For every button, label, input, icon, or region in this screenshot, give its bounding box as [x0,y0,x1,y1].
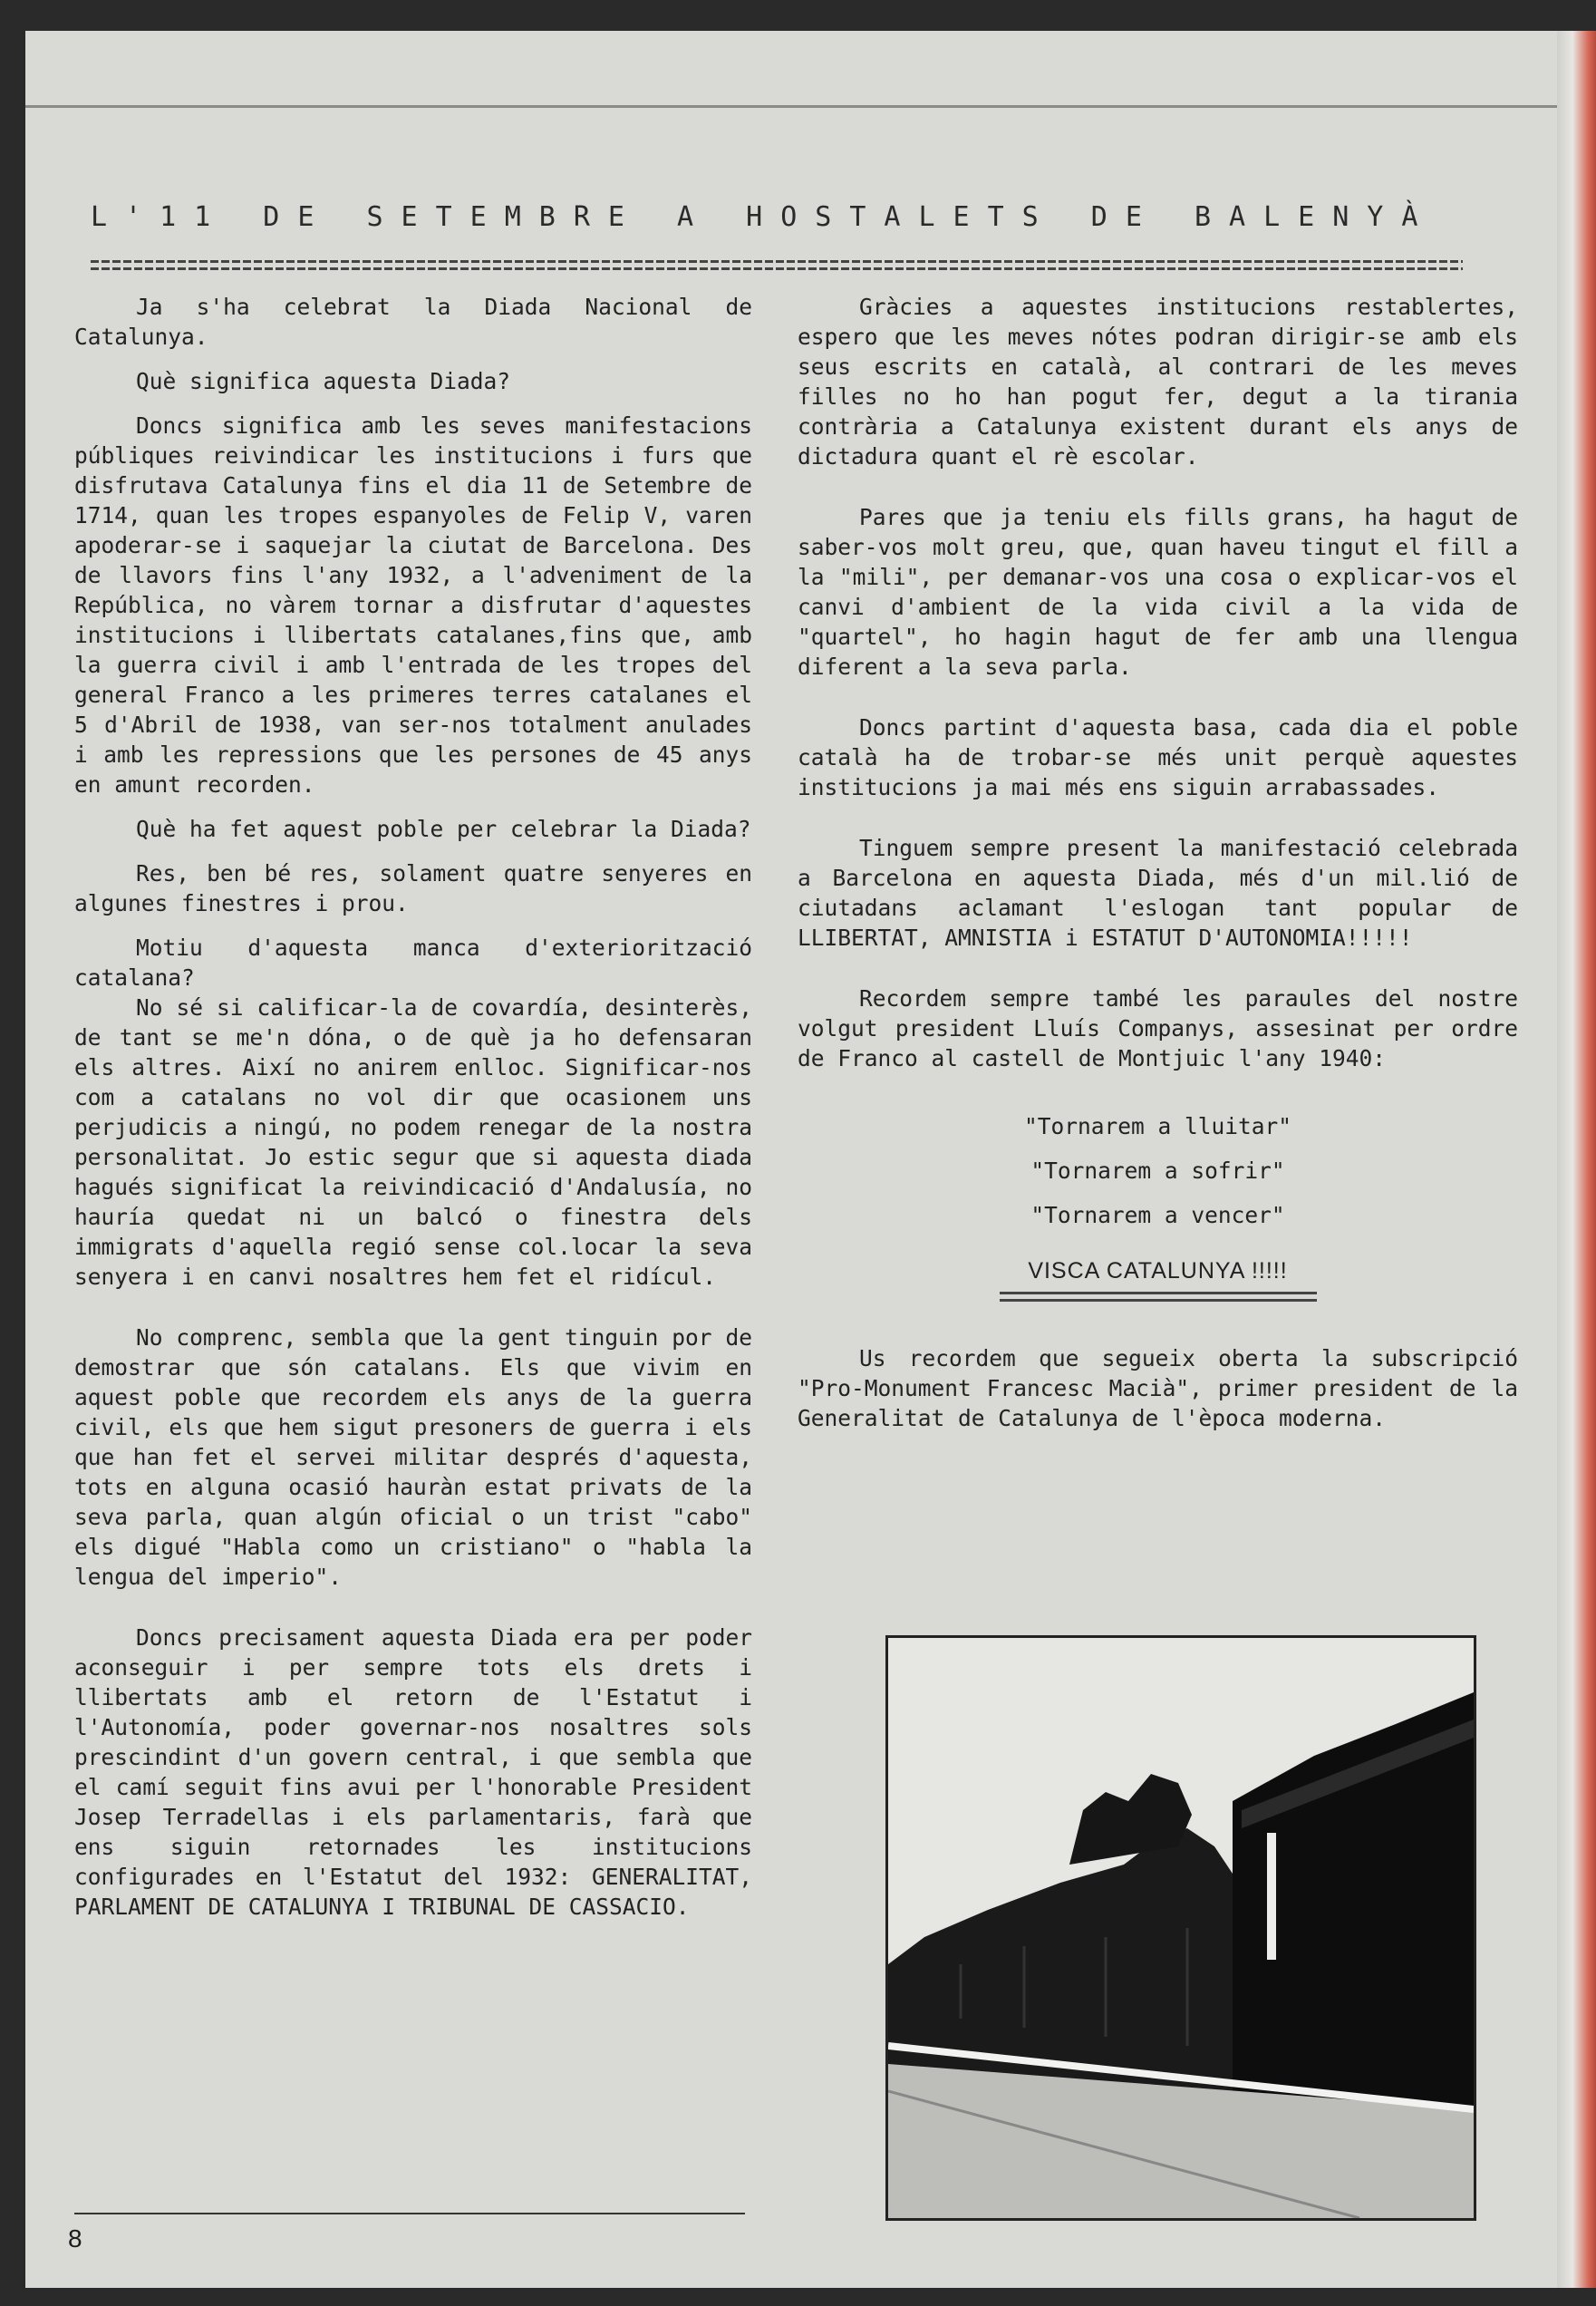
paragraph: Doncs partint d'aquesta basa, cada dia el poble català ha de trobar-se més unit perquè aquestes institucions ja mai més ens siguin arrabassades. [798,714,1518,800]
paragraph: Gràcies a aquestes institucions restablertes, espero que les meves nótes podran dirigir-se amb els seus escrits en català, al contrari de les meves filles no ho han pogut fer, degut a la tirania contrària a Catalunya existent durant els anys de dictadura quant el rè escolar. [798,294,1518,470]
page-number: 8 [68,2224,82,2253]
paragraph: Pares que ja teniu els fills grans, ha hagut de saber-vos molt greu, que, quan haveu tingut el fill a la "mili", per demanar-vos una cosa o explicar-vos el canvi d'ambient de la vida civil a la vida de "quartel", ho hagin hagut de fer amb una llengua diferent a la seva parla. [798,504,1518,680]
article-title: L'11 DE SETEMBRE A HOSTALETS DE BALENYÀ [91,201,1436,233]
paragraph: Doncs precisament aquesta Diada era per poder aconseguir i per sempre tots els drets i llibertats amb el retorn de l'Estatut i l'Autonomía, poder governar-nos nosaltres sols prescindint d'un govern central, i que sembla que el camí seguit fins avui per l'honorable President Josep Terradellas i els parlamentaris, farà que ens siguin retornades les institucions configurades en l'Estatut del 1932: GENERALITAT, PARLAMENT DE CATALUNYA I TRIBUNAL DE CASSACIO. [74,1624,752,1920]
top-rule [25,105,1557,108]
paragraph: No sé si calificar-la de covardía, desinterès, de tant se me'n dóna, o de què ja ho defensaran els altres. Així no anirem enlloc. Significar-nos com a catalans no vol dir que ocasionem uns perjudicis a ningú, no podem renegar de la nostra personalitat. Jo estic segur que si aquesta diada hagués significat la reivindicació d'Andalusía, no hauría quedat ni un balcó o finestra dels immigrats d'aquella regió sense col.locar la seva senyera i en canvi nosaltres hem fet el ridícul. [74,994,752,1290]
quote-line: "Tornarem a sofrir" [1030,1158,1285,1184]
visca-catalunya: VISCA CATALUNYA !!!!! [1028,1258,1288,1284]
paragraph: Recordem sempre també les paraules del nostre volgut president Lluís Companys, assesinat per ordre de Franco al castell de Montjuic l'any 1940: [798,985,1518,1071]
quote-line: "Tornarem a lluitar" [1023,1113,1291,1139]
paragraph: Tinguem sempre present la manifestació celebrada a Barcelona en aquesta Diada, més d'un mil.lió de ciutadans aclamant l'eslogan tant popular de LLIBERTAT, AMNISTIA i ESTATUT D'AUTONOMIA!!!!! [798,835,1518,951]
paragraph: Què significa aquesta Diada? [136,368,511,394]
paragraph: Què ha fet aquest poble per celebrar la Diada? [136,816,751,842]
paragraph: Ja s'ha celebrat la Diada Nacional de Catalunya. [74,294,752,350]
paragraph: No comprenc, sembla que la gent tinguin por de demostrar que són catalans. Els que vivim en aquest poble que recordem els anys de la guerra civil, els que hem sigut presoners de guerra i els que han fet el servei militar després d'aquesta, tots en alguna ocasió hauràn estat privats de la seva parla, quan algún oficial o un trist "cabo" els digué "Habla como un cristiano" o "habla la lengua del imperio". [74,1324,752,1590]
left-column [74,292,752,1936]
paragraph: Res, ben bé res, solament quatre senyeres en algunes finestres i prou. [74,860,752,916]
paragraph: Doncs significa amb les seves manifestacions públiques reivindicar les institucions i furs que disfrutava Catalunya fins el dia 11 de Setembre de 1714, quan les tropes espanyoles de Felip V, varen apoderar-se i saquejar la ciutat de Barcelona. Des de llavors fins l'any 1932, a l'adveniment de la República, no vàrem tornar a disfrutar d'aquestes institucions i llibertats catalanes,fins que, amb la guerra civil i amb l'entrada de les tropes del general Franco a les primeres terres catalanes el 5 d'Abril de 1938, van ser-nos totalment anulades i amb les repressions que les persones de 45 anys en amunt recorden. [74,412,752,798]
paragraph: Motiu d'aquesta manca d'exteriorització catalana? [74,935,752,991]
bottom-rule [74,2213,745,2214]
visca-double-rule [1000,1292,1317,1302]
subscription-notice: Us recordem que segueix oberta la subscripció "Pro-Monument Francesc Macià", primer president de la Generalitat de Catalunya de l'època moderna. [798,1345,1518,1431]
street-photo-image [888,1638,1474,2218]
right-column [798,292,1518,1448]
companys-quotes [798,1111,1518,1230]
adjacent-page-edge [1557,31,1596,2288]
visca-block [798,1255,1518,1302]
quote-line: "Tornarem a vencer" [1030,1202,1285,1228]
street-photo [885,1635,1476,2221]
title-double-rule [91,260,1463,275]
